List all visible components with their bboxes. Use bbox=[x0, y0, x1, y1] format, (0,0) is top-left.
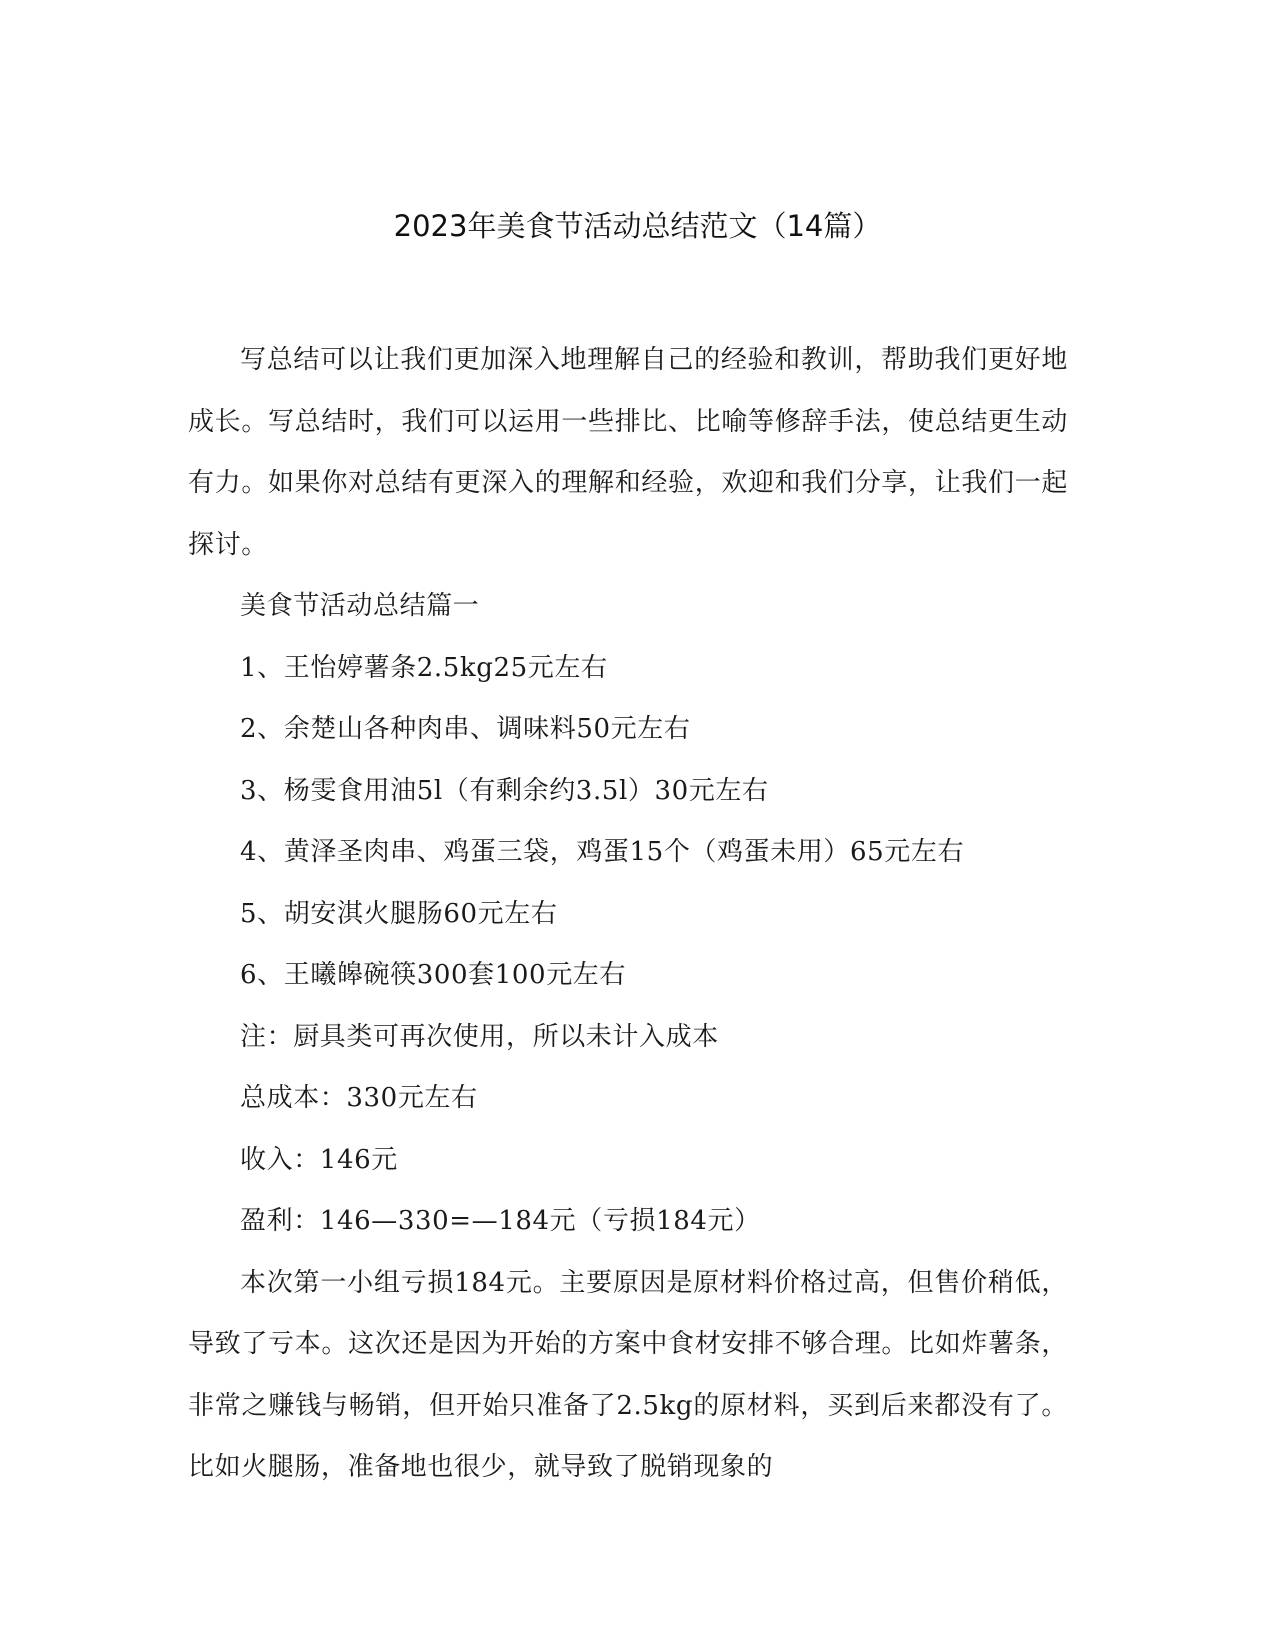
list-item: 2、余楚山各种肉串、调味料50元左右 bbox=[240, 714, 691, 744]
income: 收入：146元 bbox=[240, 1144, 398, 1175]
analysis-paragraph: 本次第一小组亏损184元。主要原因是原材料价格过高，但售价稍低，导致了亏本。这次还是因为开始的方案中食材安排不够合理。比如炸薯条，非常之赚钱与畅销，但开始只准备了2.5kg的原材料，买到后来都没有了。比如火腿肠，准备地也很少，就导致了脱销现象的 bbox=[188, 1267, 1068, 1482]
intro-paragraph: 写总结可以让我们更加深入地理解自己的经验和教训，帮助我们更好地成长。写总结时，我们可以运用一些排比、比喻等修辞手法，使总结更生动有力。如果你对总结有更深入的理解和经验，欢迎和我们分享，让我们一起探讨。 bbox=[188, 345, 1068, 560]
list-item: 5、胡安淇火腿肠60元左右 bbox=[240, 898, 558, 929]
profit: 盈利：146—330=—184元（亏损184元） bbox=[240, 1206, 761, 1236]
list-item: 4、黄泽圣肉串、鸡蛋三袋，鸡蛋15个（鸡蛋未用）65元左右 bbox=[240, 837, 965, 867]
document-title: 2023年美食节活动总结范文（14篇） bbox=[393, 209, 882, 243]
section-heading: 美食节活动总结篇一 bbox=[240, 591, 480, 621]
list-item: 1、王怡婷薯条2.5kg25元左右 bbox=[240, 652, 608, 683]
total-cost: 总成本：330元左右 bbox=[240, 1083, 478, 1113]
list-item: 6、王曦皞碗筷300套100元左右 bbox=[240, 960, 626, 990]
list-item: 3、杨雯食用油5l（有剩余约3.5l）30元左右 bbox=[240, 775, 769, 806]
note-paragraph: 注：厨具类可再次使用，所以未计入成本 bbox=[240, 1021, 719, 1052]
document-body bbox=[188, 330, 1068, 1499]
